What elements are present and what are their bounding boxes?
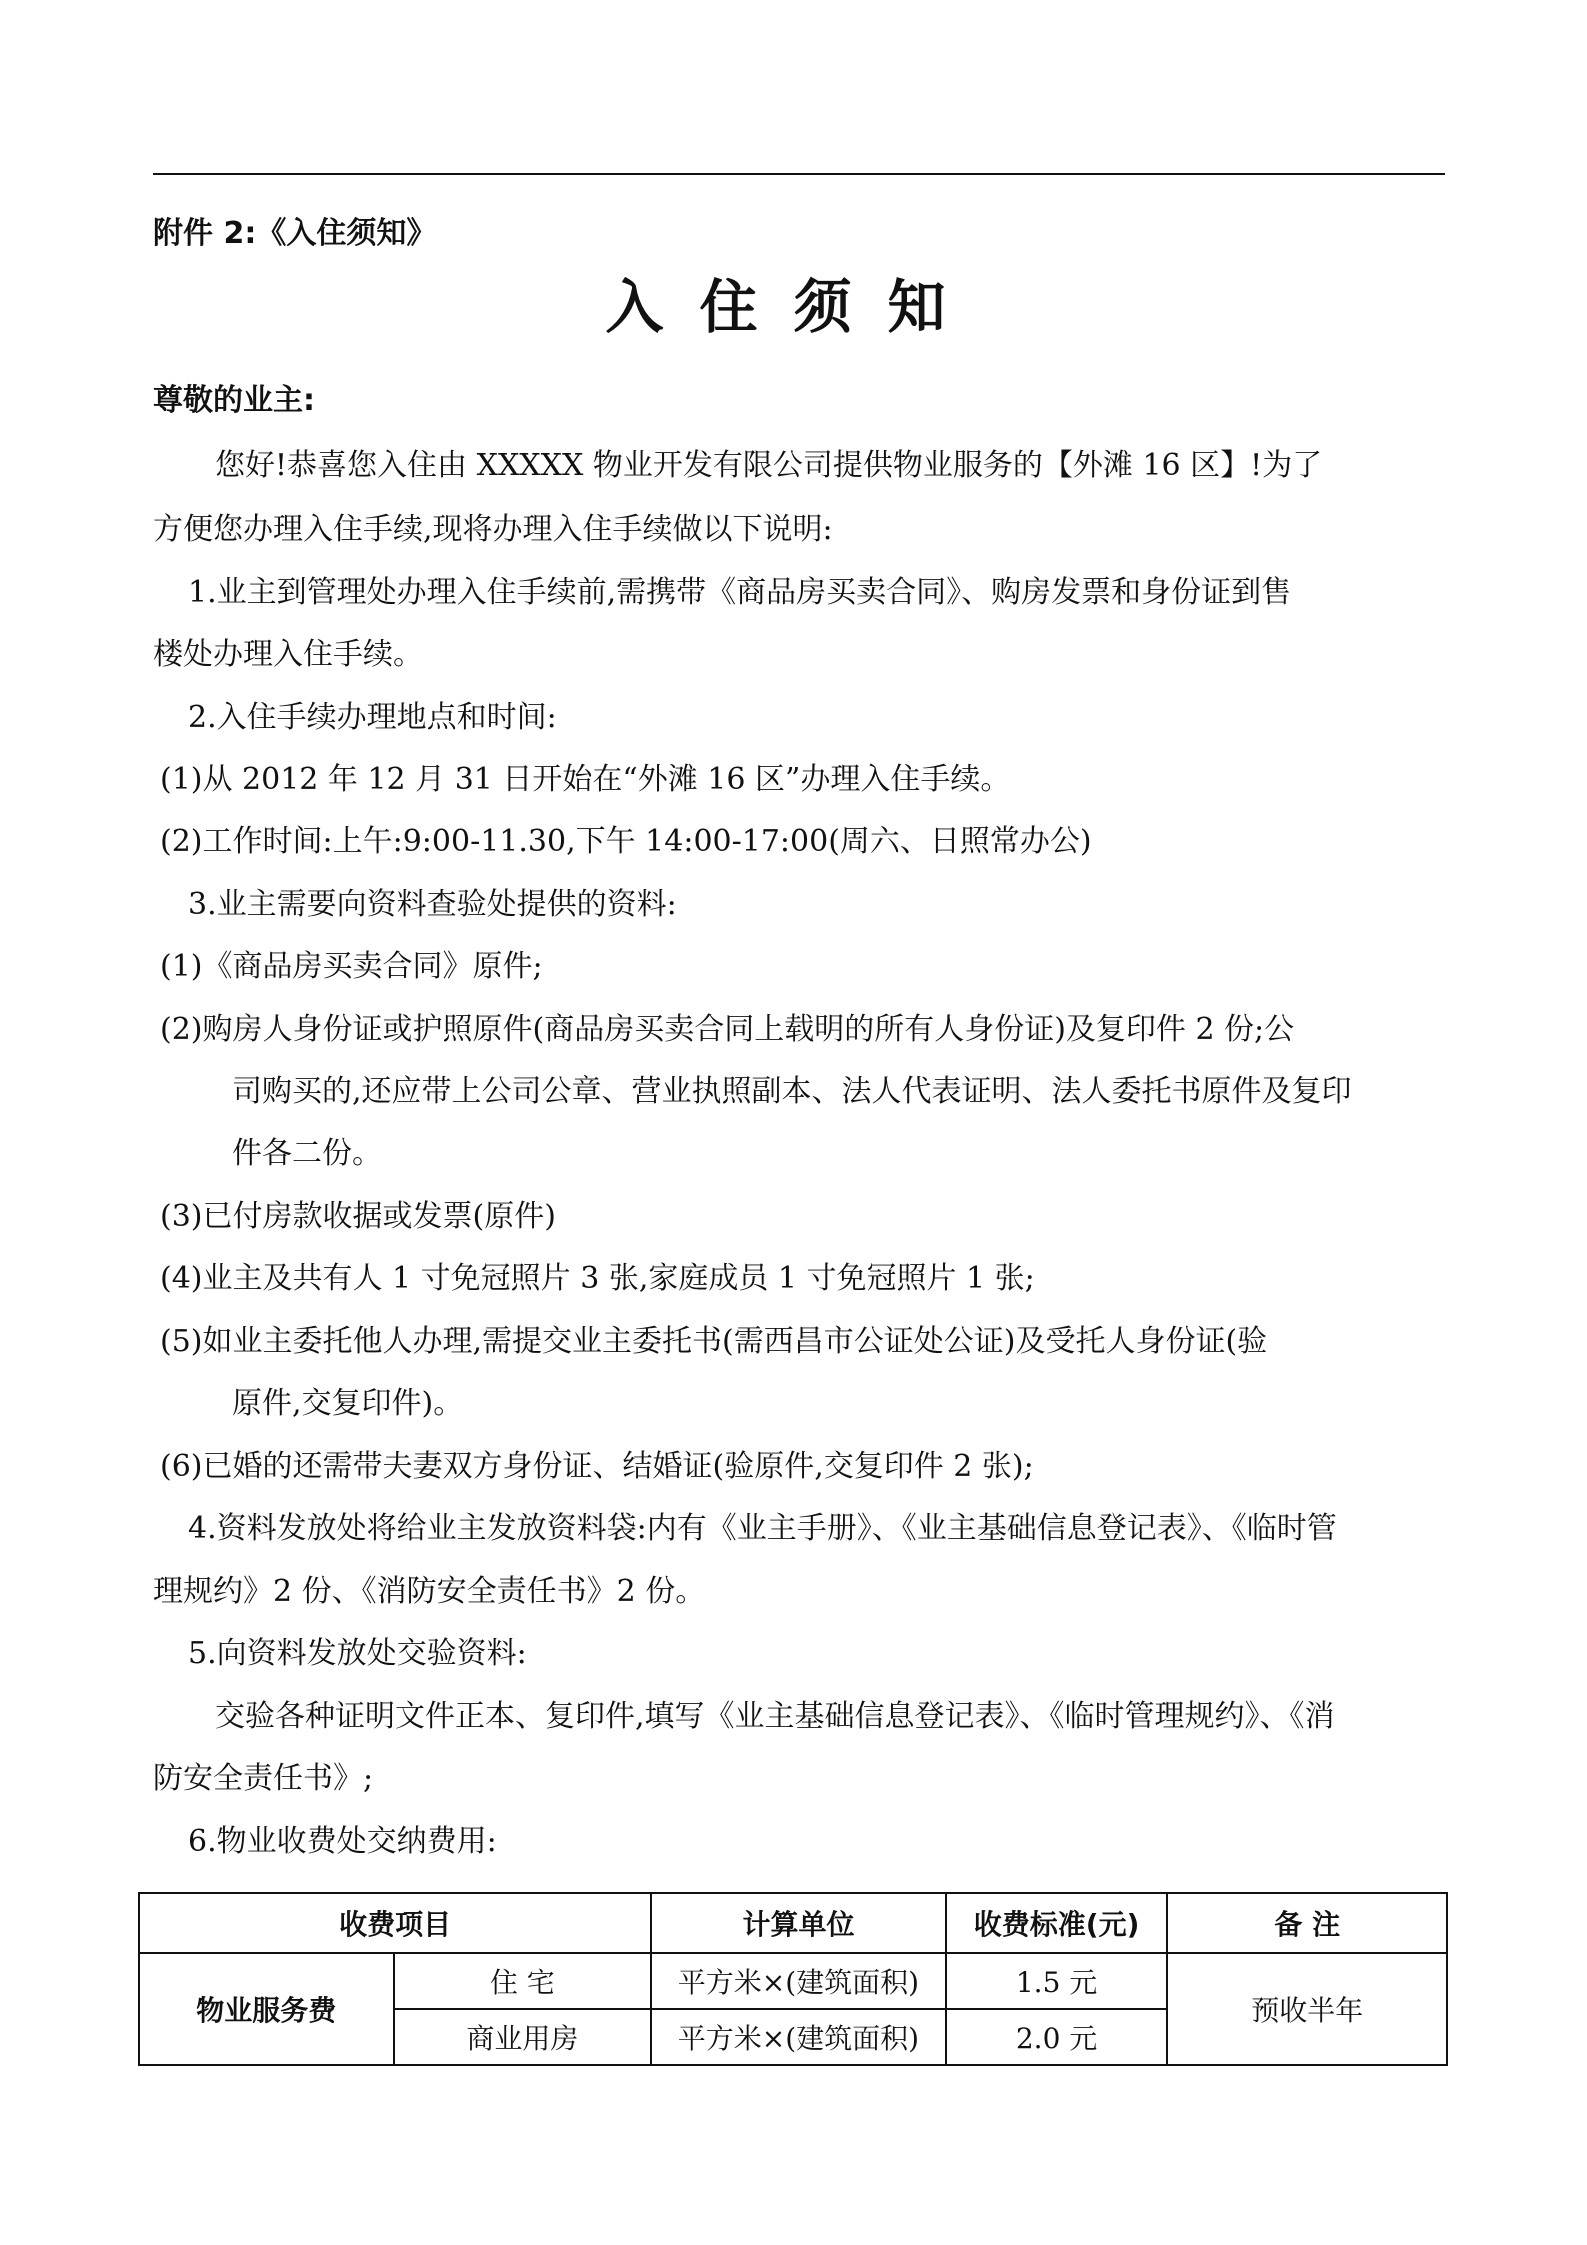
fee-table — [138, 1892, 1448, 2066]
calc-unit: 平方米×(建筑面积) — [651, 1953, 946, 2009]
body-line: 3.业主需要向资料查验处提供的资料: — [188, 887, 677, 922]
fee-standard: 2.0 元 — [946, 2009, 1168, 2065]
body-line: 方便您办理入住手续,现将办理入住手续做以下说明: — [153, 512, 833, 547]
body-line: 5.向资料发放处交验资料: — [188, 1636, 527, 1671]
body-line: 司购买的,还应带上公司公章、营业执照副本、法人代表证明、法人委托书原件及复印 — [232, 1074, 1352, 1109]
remarks: 预收半年 — [1167, 1953, 1447, 2065]
greeting: 尊敬的业主: — [153, 383, 315, 418]
body-line: 交验各种证明文件正本、复印件,填写《业主基础信息登记表》、《临时管理规约》、《消 — [215, 1699, 1335, 1734]
body-line: (3)已付房款收据或发票(原件) — [160, 1199, 556, 1234]
fee-category: 物业服务费 — [139, 1953, 394, 2065]
body-line: (1)《商品房买卖合同》原件; — [160, 949, 543, 984]
property-type: 商业用房 — [394, 2009, 652, 2065]
body-line: (4)业主及共有人 1 寸免冠照片 3 张,家庭成员 1 寸免冠照片 1 张; — [160, 1261, 1035, 1296]
body-line: 楼处办理入住手续。 — [153, 637, 423, 672]
body-line: 防安全责任书》; — [153, 1761, 374, 1796]
header-rule — [153, 173, 1445, 175]
header-fee-item: 收费项目 — [139, 1893, 651, 1953]
header-remarks: 备 注 — [1167, 1893, 1447, 1953]
body-line: 理规约》2 份、《消防安全责任书》2 份。 — [153, 1574, 706, 1609]
fee-standard: 1.5 元 — [946, 1953, 1168, 2009]
header-calc-unit: 计算单位 — [651, 1893, 946, 1953]
property-type: 住 宅 — [394, 1953, 652, 2009]
body-line: 2.入住手续办理地点和时间: — [188, 700, 557, 735]
body-line: (2)工作时间:上午:9:00-11.30,下午 14:00-17:00(周六、日照常办公) — [160, 824, 1092, 859]
fee-table-header-row — [139, 1893, 1447, 1953]
body-line: 1.业主到管理处办理入住手续前,需携带《商品房买卖合同》、购房发票和身份证到售 — [188, 575, 1292, 610]
body-line: (1)从 2012 年 12 月 31 日开始在“外滩 16 区”办理入住手续。 — [160, 762, 1011, 797]
calc-unit: 平方米×(建筑面积) — [651, 2009, 946, 2065]
body-line: 原件,交复印件)。 — [232, 1386, 464, 1421]
body-line: (6)已婚的还需带夫妻双方身份证、结婚证(验原件,交复印件 2 张); — [160, 1449, 1034, 1484]
page-title: 入住须知 — [605, 273, 982, 341]
attachment-label: 附件 2:《入住须知》 — [153, 216, 437, 251]
body-line: (5)如业主委托他人办理,需提交业主委托书(需西昌市公证处公证)及受托人身份证(验 — [160, 1324, 1268, 1359]
header-fee-standard: 收费标准(元) — [946, 1893, 1168, 1953]
body-line: 您好!恭喜您入住由 XXXXX 物业开发有限公司提供物业服务的【外滩 16 区】!为了 — [215, 448, 1323, 483]
body-line: 件各二份。 — [232, 1136, 382, 1171]
body-line: 4.资料发放处将给业主发放资料袋:内有《业主手册》、《业主基础信息登记表》、《临时管 — [188, 1511, 1337, 1546]
body-line: 6.物业收费处交纳费用: — [188, 1824, 497, 1859]
table-row — [139, 1953, 1447, 2009]
body-line: (2)购房人身份证或护照原件(商品房买卖合同上载明的所有人身份证)及复印件 2 份;公 — [160, 1012, 1295, 1047]
